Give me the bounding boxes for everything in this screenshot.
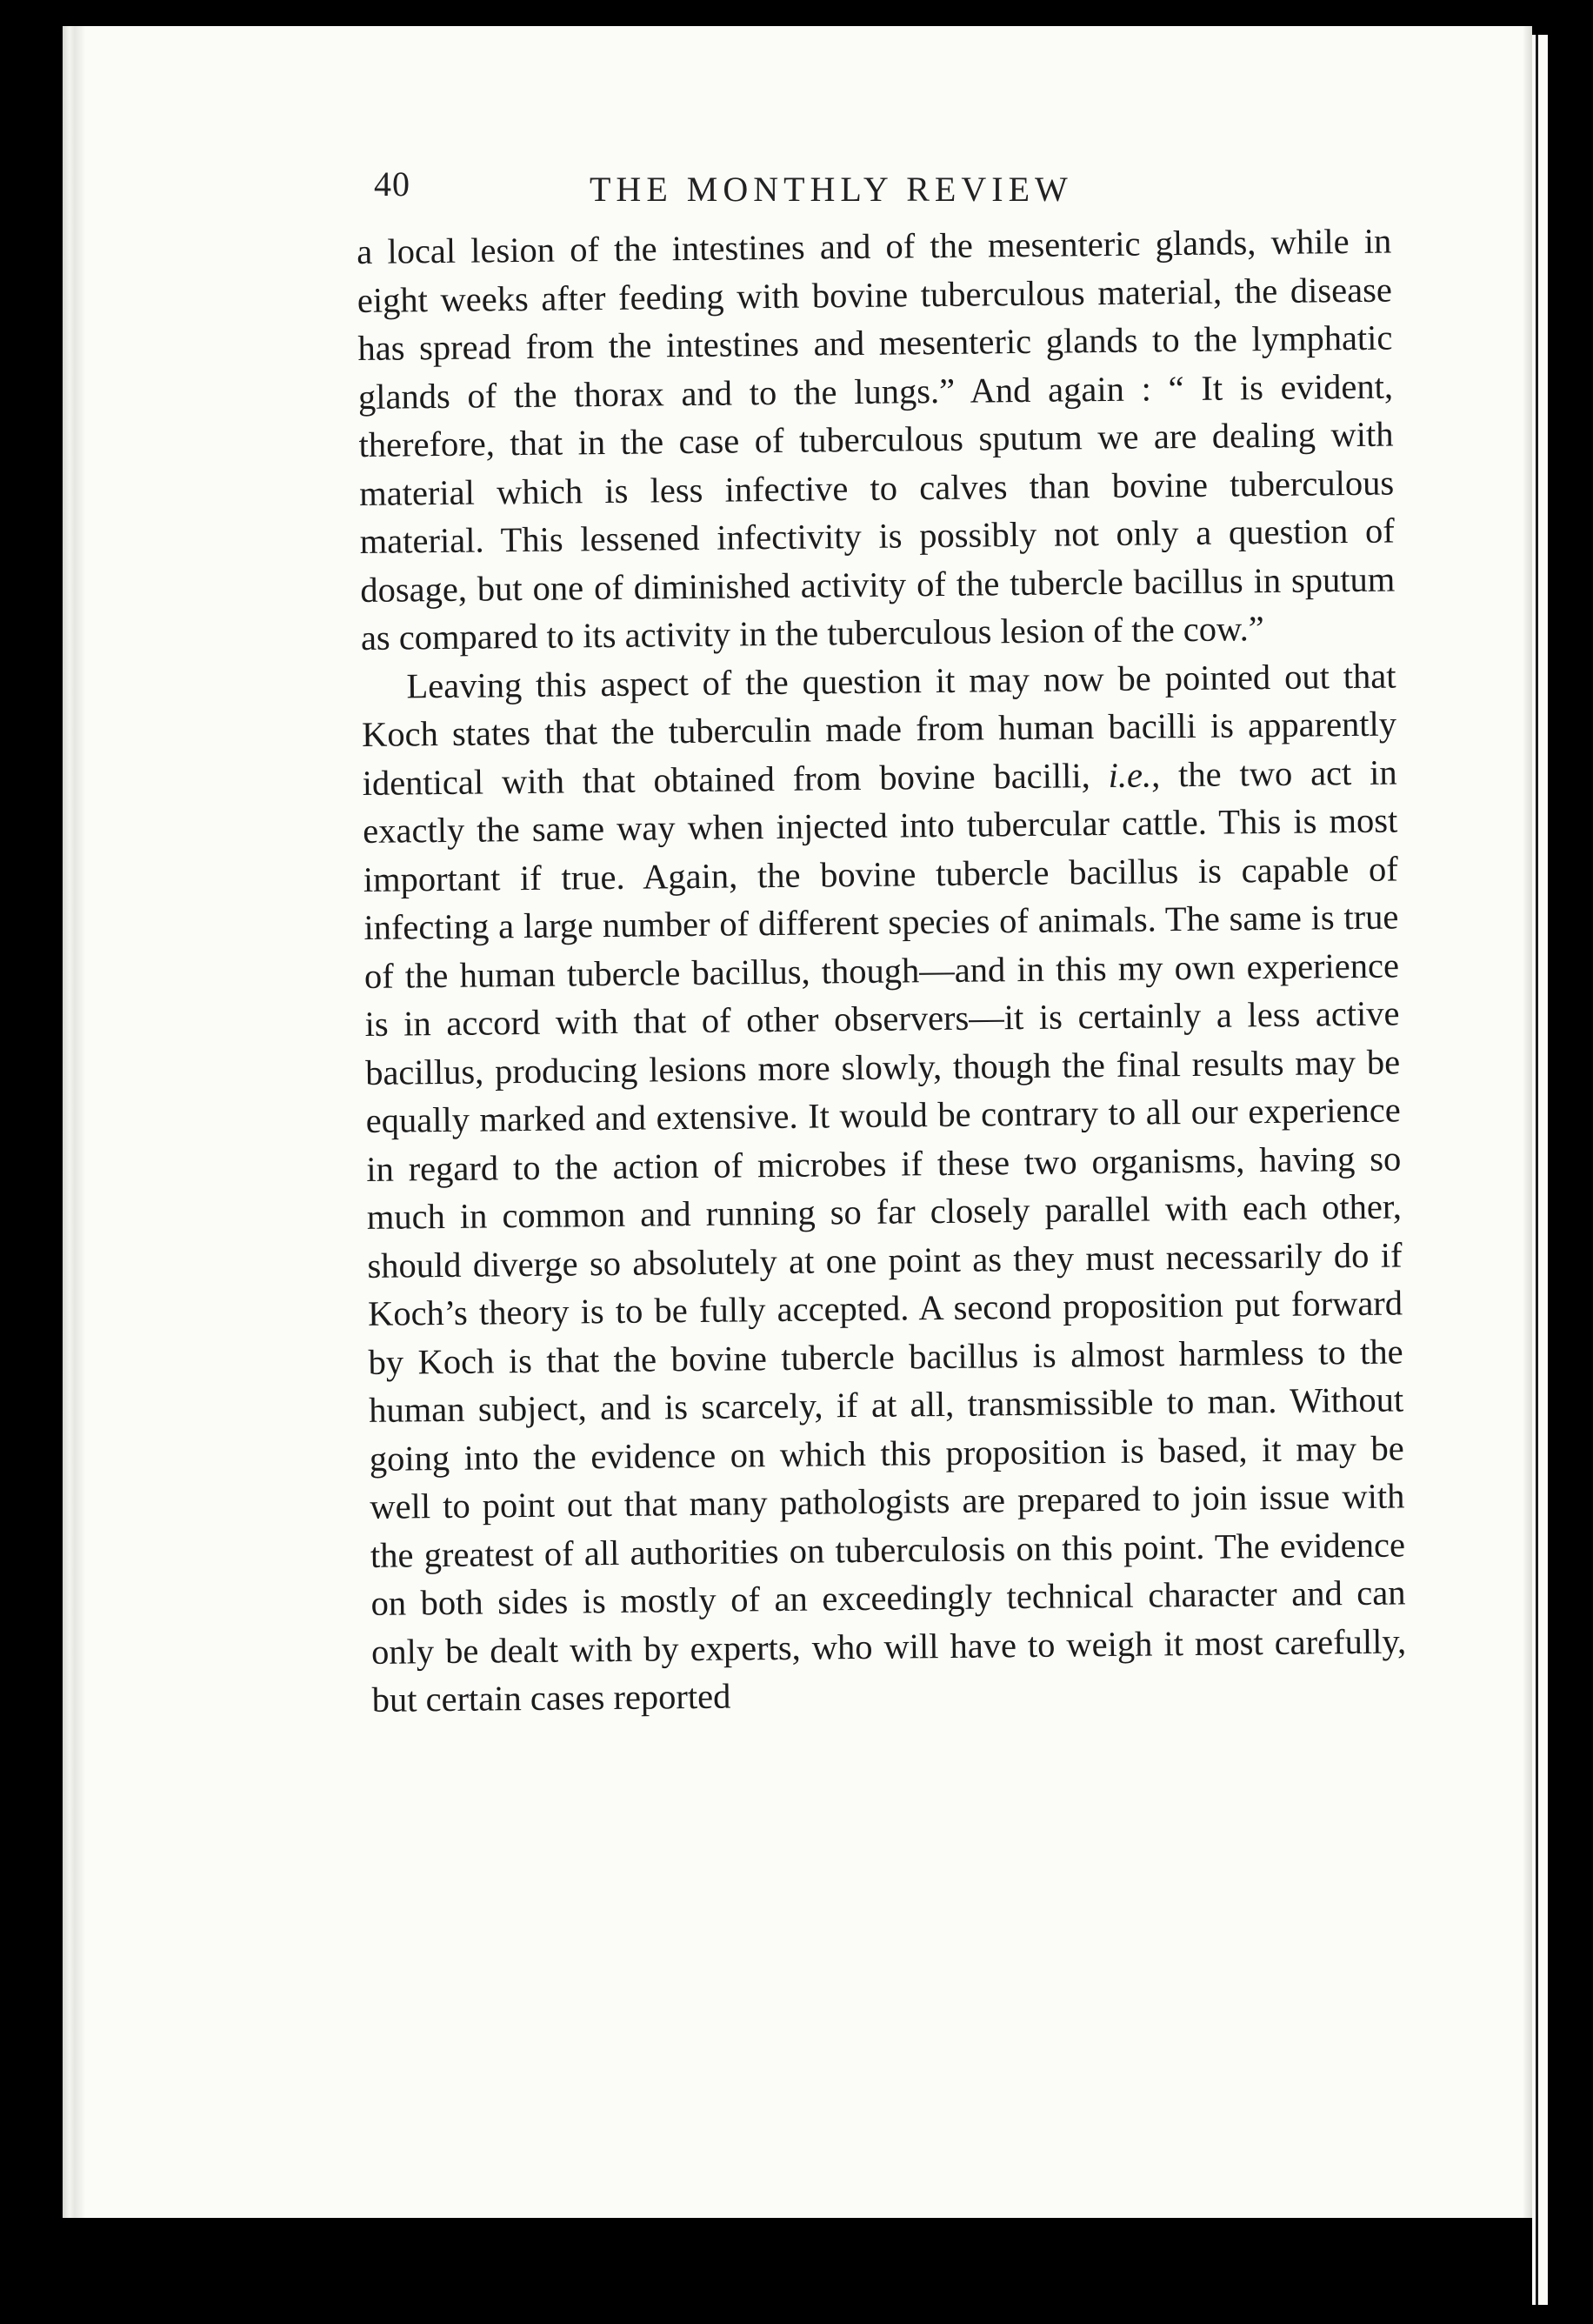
paragraph-text-end: , the two act in exactly the same way when injected into tubercular cattle. This is most important if true. Again, the bovine tubercle bacillus is capable of infecting a large number of different species of animals. The same is true of the human tubercle bacillus, though—and in this my own experience is in accord with that of other observers—it is certainly a less active bacillus, producing lesions more slowly, though the final results may be equally marked and extensive. It would be contrary to all our experience in regard to the action of microbes if these two organisms, having so much in common and running so far closely parallel with each other, should diverge so absolutely at one point as they must necessarily do if Koch’s theory is to be fully accepted. A second proposition put forward by Koch is that the bovine tubercle bacillus is almost harmless to the human subject, and is scarcely, if at all, transmissible to man. Without going into the evidence on which this proposition is based, it may be well to point out that many pathologists are prepared to join issue with the greatest of all authorities on tuberculosis on this point. The evidence on both sides is mostly of an exceedingly technical character and can only be dealt with by experts, who will have to weigh it most carefully, but certain cases reported	[363, 752, 1407, 1720]
page-number: 40	[374, 164, 410, 204]
page-edge-shadow	[1523, 26, 1532, 2218]
paragraph	[361, 651, 1407, 1724]
paragraph-text-start: Leaving this aspect of the question it may now be pointed out that Koch states that the tuberculin made from human bacilli is apparently identical with that obtained from bovine bacilli,	[361, 656, 1397, 803]
page-header	[374, 164, 1383, 224]
running-title: THE MONTHLY REVIEW	[590, 170, 1073, 209]
paragraph-continued: a local lesion of the intestines and of the mesenteric glands, while in eight weeks after feeding with bovine tuberculous material, the disease has spread from the intestines and mesenteric glands to the lymphatic glands of the thorax and to the lungs.” And again : “ It is evident, therefore, that in the case of tuberculous sputum we are dealing with material which is less infective to calves than bovine tuberculous material. This lessened infectivity is possibly not only a question of dosage, but one of diminished activity of the tubercle bacillus in sputum as compared to its activity in the tuberculous lesion of the cow.”	[357, 221, 1396, 658]
body-text	[357, 217, 1407, 1725]
page-gutter-shadow	[63, 26, 85, 2218]
italic-abbreviation: i.e.	[1108, 754, 1152, 795]
adjacent-page-edge	[1532, 35, 1548, 2305]
